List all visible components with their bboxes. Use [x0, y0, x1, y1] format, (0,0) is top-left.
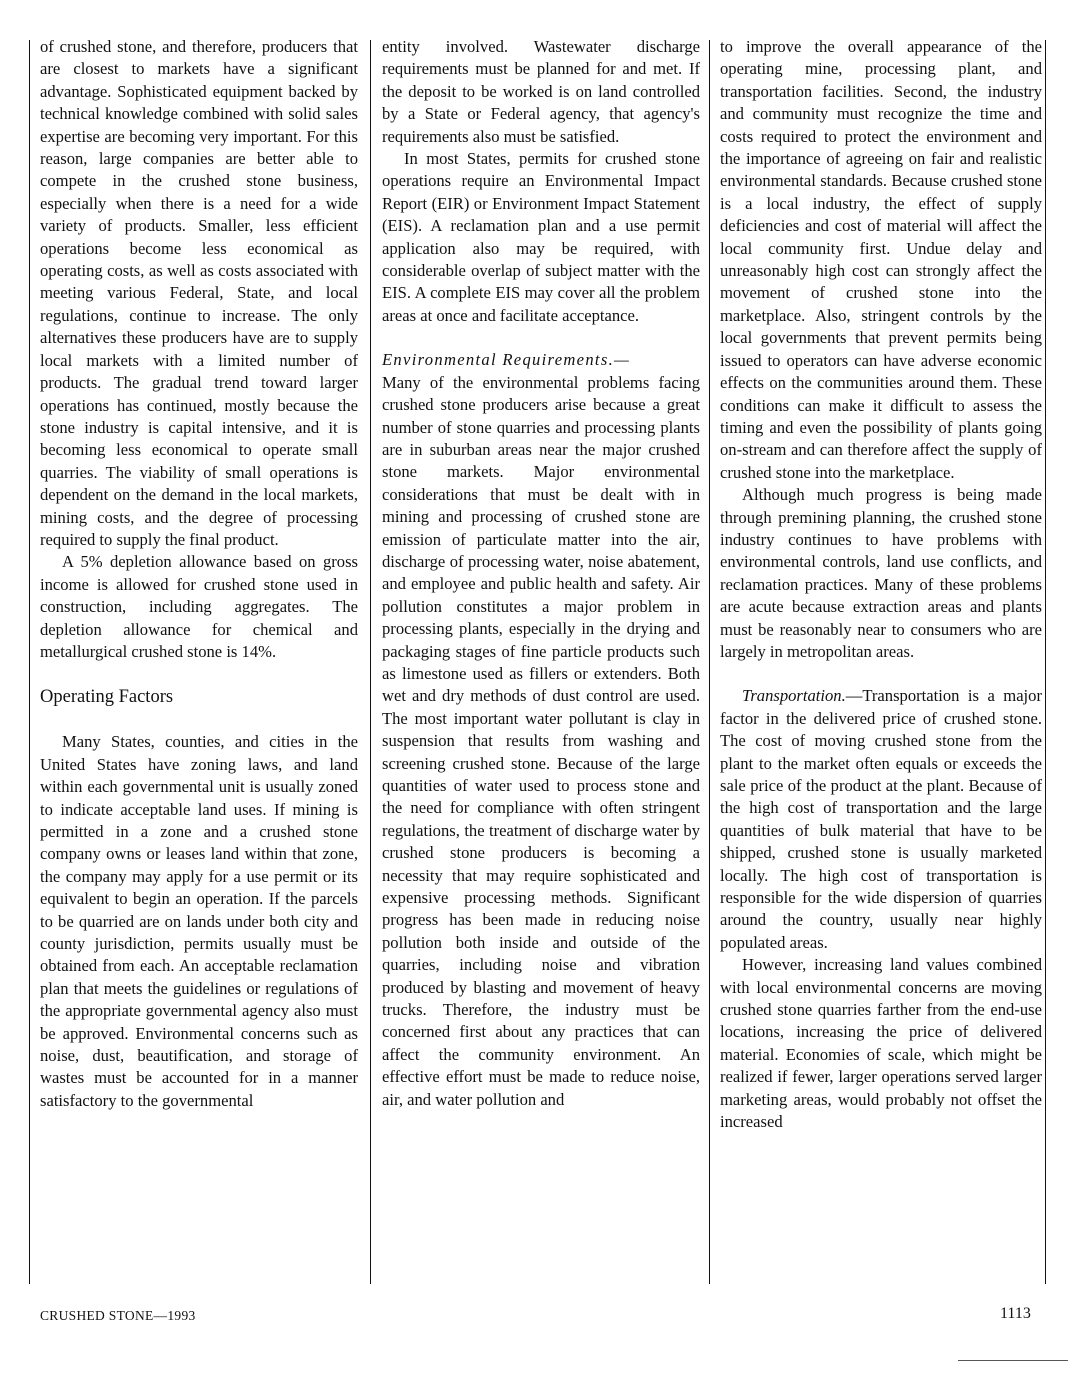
running-footer-title: CRUSHED STONE—1993: [40, 1308, 196, 1323]
run-in-heading: Transportation.: [742, 686, 846, 706]
paragraph: However, increasing land values combined with local environmental concerns are moving crushed stone quarries farther from the end-use locations, increasing the price of delivered material. Economies of scale, which might be realized if fewer, larger operations served larger marketing areas, would probably not offset the increased: [720, 955, 1042, 1132]
paragraph-body: Many of the environmental problems facing crushed stone producers arise because a great number of stone quarries and processing plants are in suburban areas near the major crushed stone markets. Major environmental considerations that must be dealt with in mining and processing of crushed stone are emission of particulate matter into the air, discharge of processing water, noise abatement, and employee and public health and safety. Air pollution constitutes a major problem in processing plants, especially in the drying and packaging stages of fine particle products such as limestone used as fillers or extenders. Both wet and dry methods of dust control are used. The most important water pollutant is clay in suspension that results from washing and screening crushed stone. Because of the large quantities of water used to process stone and the need for compliance with often stringent regulations, the treatment of discharge water by crushed stone producers is becoming a necessity that may require sophisticated and expensive processing methods. Significant progress has been made in reducing noise pollution both inside and outside of the quarries, including noise and vibration produced by blasting and movement of heavy trucks. Therefore, the industry must be concerned first about any practices that can affect the community environment. An effective effort must be made to reduce noise, air, and water pollution and: [382, 372, 700, 1109]
paragraph: In most States, permits for crushed stone operations require an Environmental Impact Report (EIR) or Environment Impact Statement (EIS). A reclamation plan and a use permit application also may be required, with considerable overlap of subject matter with the EIS. A complete EIS may cover all the problem areas at once and facilitate acceptance.: [382, 149, 700, 325]
paragraph: Although much progress is being made through premining planning, the crushed stone industry continues to have problems with environmental controls, land use conflicts, and reclamation practices. Many of these problems are acute because extraction areas and plants must be reasonably near to consumers who are largely in metropolitan areas.: [720, 485, 1042, 661]
text-column-1: [40, 36, 358, 1281]
paragraph: entity involved. Wastewater discharge requirements must be planned for and met. If the deposit to be worked is on land controlled by a State or Federal agency, that agency's requirements also must be satisfied.: [382, 37, 700, 146]
section-heading-operating-factors: Operating Factors: [40, 687, 174, 708]
paragraph: of crushed stone, and therefore, producers that are closest to markets have a significant advantage. Sophisticated equipment backed by technical knowledge combined with solid sales expertise are becoming very important. For this reason, large companies are better able to compete in the crushed stone business, especially when there is a need for a wide variety of products. Smaller, less efficient operations become less economical as operating costs, as well as costs associated with meeting various Federal, State, and local regulations, continue to increase. The only alternatives these producers have are to supply local markets with a limited number of products. The gradual trend toward larger operations has continued, mostly because the stone industry is capital intensive, and it is becoming less economical to operate small quarries. The viability of small operations is dependent on the demand in the local markets, mining costs, and the degree of processing required to supply the final product.: [40, 37, 358, 549]
paragraph-gap: [382, 327, 700, 349]
paragraph-environmental-requirements: [382, 349, 700, 1111]
run-in-heading: Environmental Requirements.—: [382, 350, 631, 370]
column-rule-middle-left: [370, 40, 371, 1284]
paragraph: Many States, counties, and cities in the United States have zoning laws, and land within each governmental unit is usually zoned to indicate acceptable land uses. If mining is permitted in a zone and a crushed stone company owns or leases land within that zone, the company may apply for a use permit or its equivalent to begin an operation. If the parcels to be quarried are on lands under both city and county jurisdiction, permits usually must be obtained from each. An acceptable reclamation plan that meets the guidelines or regulations of the appropriate governmental agency also must be approved. Environmental concerns such as noise, dust, beautification, and storage of wastes must be accounted for in a manner satisfactory to the governmental: [40, 732, 358, 1110]
text-column-2: [382, 36, 700, 1281]
text-column-3: [720, 36, 1042, 1281]
column-rule-middle-right: [709, 40, 710, 1284]
column-rule-right: [1045, 40, 1046, 1284]
paragraph: to improve the overall appearance of the operating mine, processing plant, and transportation facilities. Second, the industry and community must recognize the time and costs required to protect the environment and the importance of agreeing on fair and realistic environmental standards. Because crushed stone is a local industry, the effect of supply deficiencies and cost of material will affect the local community first. Undue delay and unreasonably high cost can strongly affect the movement of crushed stone into the marketplace. Also, stringent controls by the local governments that prevent permits being issued to operators can have adverse economic effects on the communities around them. These conditions can make it difficult to assess the timing and even the possibility of plants going on-stream and can therefore affect the supply of crushed stone into the marketplace.: [720, 37, 1042, 482]
paragraph-gap: [720, 663, 1042, 685]
paragraph-body: —Transportation is a major factor in the delivered price of crushed stone. The cost of moving crushed stone from the plant to the market often equals or exceeds the sale price of the product at the plant. Because of the high cost of transportation and the large quantities of bulk material that have to be shipped, crushed stone is usually marketed locally. The high cost of transportation is responsible for the wide dispersion of quarries around the country, usually near highly populated areas.: [720, 686, 1042, 952]
corner-rule: [958, 1360, 1068, 1361]
paragraph: A 5% depletion allowance based on gross income is allowed for crushed stone used in construction, including aggregates. The depletion allowance for chemical and metallurgical crushed stone is 14%.: [40, 552, 358, 661]
paragraph-transportation: [720, 685, 1042, 954]
column-rule-left: [29, 40, 30, 1284]
page-number: 1113: [1000, 1305, 1031, 1322]
